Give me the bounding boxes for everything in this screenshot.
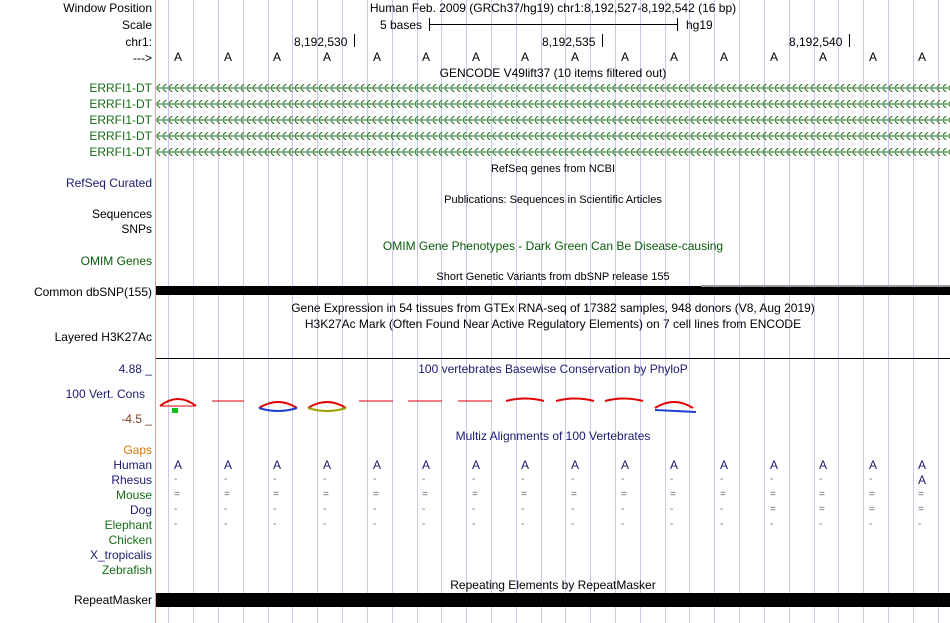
alignment-char: A: [869, 458, 878, 472]
coord-tick-mark-1: [354, 34, 355, 47]
alignment-char: -: [224, 519, 228, 530]
alignment-char: -: [273, 504, 277, 515]
alignment-char: A: [918, 458, 927, 472]
strand-arrow-label: --->: [133, 51, 152, 65]
dbsnp-track-label[interactable]: Common dbSNP(155): [33, 285, 152, 299]
coord-tick-mark-2: [602, 34, 603, 47]
alignment-char: =: [174, 489, 180, 500]
alignment-char: A: [521, 458, 530, 472]
coord-tick-3: 8,192,540: [789, 35, 843, 49]
base-letter: A: [869, 50, 878, 64]
coord-tick-mark-3: [849, 34, 850, 47]
base-letter: A: [521, 50, 530, 64]
alignment-char: =: [472, 489, 478, 500]
phylop-max: 4.88 _: [118, 362, 152, 376]
alignment-char: -: [621, 474, 625, 485]
base-letter: A: [422, 50, 431, 64]
alignment-char: -: [521, 519, 525, 530]
alignment-char: A: [224, 458, 233, 472]
scale-label: Scale: [121, 18, 152, 32]
alignment-char: -: [918, 519, 922, 530]
alignment-char: A: [621, 458, 630, 472]
refseq-track-label[interactable]: RefSeq Curated: [65, 176, 152, 190]
alignment-char: =: [273, 489, 279, 500]
gencode-item-label[interactable]: ERRFI1-DT: [89, 97, 152, 111]
alignment-char: =: [571, 489, 577, 500]
scale-bar-left-tick: [429, 18, 430, 31]
species-label[interactable]: Rhesus: [111, 473, 152, 487]
coord-tick-1: 8,192,530: [294, 35, 348, 49]
alignment-char: =: [918, 504, 924, 515]
alignment-char: -: [422, 519, 426, 530]
alignment-char: A: [819, 458, 828, 472]
dbsnp-feature-gray: [701, 285, 950, 287]
species-label[interactable]: Zebrafish: [101, 563, 152, 577]
gencode-transcripts[interactable]: [156, 80, 950, 160]
h3k27ac-track-title[interactable]: H3K27Ac Mark (Often Found Near Active Regulatory Elements) on 7 cell lines from ENCODE: [304, 317, 802, 331]
h3k27ac-baseline: [156, 358, 950, 359]
base-letter: A: [670, 50, 679, 64]
repeatmasker-track-label[interactable]: RepeatMasker: [73, 593, 152, 607]
base-letter: A: [770, 50, 779, 64]
base-letter: A: [918, 50, 927, 64]
alignment-char: A: [273, 458, 282, 472]
alignment-char: A: [571, 458, 580, 472]
alignment-char: -: [720, 519, 724, 530]
alignment-char: =: [819, 489, 825, 500]
species-label[interactable]: X_tropicalis: [89, 548, 152, 562]
phylop-min: -4.5 _: [121, 412, 152, 426]
chrom-label: chr1:: [125, 35, 152, 49]
species-label[interactable]: Elephant: [104, 518, 152, 532]
alignment-char: A: [422, 458, 431, 472]
base-letter: A: [472, 50, 481, 64]
alignment-char: -: [472, 474, 476, 485]
alignment-char: -: [472, 519, 476, 530]
alignment-char: -: [869, 519, 873, 530]
gencode-item-label[interactable]: ERRFI1-DT: [89, 145, 152, 159]
omim-track-label[interactable]: OMIM Genes: [80, 254, 152, 268]
base-letter: A: [273, 50, 282, 64]
alignment-char: -: [670, 504, 674, 515]
base-letter: A: [621, 50, 630, 64]
alignment-char: -: [819, 519, 823, 530]
gencode-item-label[interactable]: ERRFI1-DT: [89, 129, 152, 143]
coord-tick-2: 8,192,535: [542, 35, 596, 49]
omim-track-title[interactable]: OMIM Gene Phenotypes - Dark Green Can Be Disease-causing: [382, 239, 724, 253]
alignment-char: -: [869, 474, 873, 485]
alignment-char: =: [373, 489, 379, 500]
alignment-char: =: [521, 489, 527, 500]
alignment-char: -: [670, 519, 674, 530]
alignment-char: -: [521, 474, 525, 485]
h3k27ac-track-label[interactable]: Layered H3K27Ac: [54, 330, 152, 344]
alignment-char: A: [670, 458, 679, 472]
alignment-char: =: [621, 489, 627, 500]
alignment-char: =: [869, 489, 875, 500]
phylop-wiggle[interactable]: [156, 394, 950, 416]
alignment-char: =: [670, 489, 676, 500]
species-label[interactable]: Dog: [129, 503, 152, 517]
alignment-char: =: [918, 489, 924, 500]
alignment-char: -: [323, 504, 327, 515]
alignment-char: =: [422, 489, 428, 500]
phylop-track-label[interactable]: 100 Vert. Cons: [65, 387, 145, 401]
alignment-char: =: [323, 489, 329, 500]
alignment-char: -: [273, 519, 277, 530]
alignment-char: A: [174, 458, 183, 472]
base-letter: A: [373, 50, 382, 64]
alignment-char: -: [174, 519, 178, 530]
species-label[interactable]: Mouse: [115, 488, 152, 502]
alignment-char: -: [273, 474, 277, 485]
phylop-track-title[interactable]: 100 vertebrates Basewise Conservation by PhyloP: [418, 362, 688, 376]
assembly-position-title: Human Feb. 2009 (GRCh37/hg19) chr1:8,192,527-8,192,542 (16 bp): [369, 1, 737, 15]
alignment-char: -: [670, 474, 674, 485]
refseq-track-title[interactable]: RefSeq genes from NCBI: [490, 163, 616, 175]
alignment-char: -: [323, 519, 327, 530]
base-letter: A: [174, 50, 183, 64]
publications-track-title[interactable]: Publications: Sequences in Scientific Articles: [444, 194, 662, 206]
scale-bar: [430, 24, 678, 25]
gencode-item-label[interactable]: ERRFI1-DT: [89, 81, 152, 95]
alignment-char: -: [571, 474, 575, 485]
base-letter: A: [720, 50, 729, 64]
repeatmasker-feature-bar[interactable]: [156, 593, 950, 607]
alignment-char: -: [621, 504, 625, 515]
species-label[interactable]: Chicken: [108, 533, 152, 547]
alignment-char: =: [770, 504, 776, 515]
base-letter: A: [224, 50, 233, 64]
alignment-char: =: [720, 489, 726, 500]
species-label[interactable]: Human: [113, 458, 152, 472]
gtex-track-title[interactable]: Gene Expression in 54 tissues from GTEx RNA-seq of 17382 samples, 948 donors (V8, Aug 2019): [291, 301, 815, 315]
alignment-char: -: [373, 519, 377, 530]
alignment-char: A: [472, 458, 481, 472]
alignment-char: A: [918, 473, 927, 487]
alignment-char: -: [224, 474, 228, 485]
alignment-char: A: [373, 458, 382, 472]
alignment-char: -: [571, 504, 575, 515]
base-letter: A: [571, 50, 580, 64]
gaps-label[interactable]: Gaps: [123, 443, 152, 457]
alignment-char: -: [174, 474, 178, 485]
scale-db: hg19: [686, 18, 713, 32]
alignment-char: A: [323, 458, 332, 472]
alignment-char: =: [224, 489, 230, 500]
alignment-char: =: [819, 504, 825, 515]
sequences-track-label[interactable]: Sequences: [91, 207, 152, 221]
alignment-char: A: [720, 458, 729, 472]
base-letter: A: [323, 50, 332, 64]
alignment-char: -: [819, 474, 823, 485]
alignment-char: -: [720, 504, 724, 515]
alignment-char: -: [224, 504, 228, 515]
alignment-char: -: [720, 474, 724, 485]
base-sequence-row: [156, 50, 950, 64]
alignment-char: -: [174, 504, 178, 515]
alignment-char: -: [521, 504, 525, 515]
gencode-track-title[interactable]: GENCODE V49lift37 (10 items filtered out): [439, 66, 667, 80]
alignment-char: -: [373, 474, 377, 485]
alignment-char: =: [869, 504, 875, 515]
scale-bar-right-tick: [677, 18, 678, 31]
alignment-char: -: [422, 504, 426, 515]
alignment-char: -: [472, 504, 476, 515]
alignment-char: -: [770, 474, 774, 485]
snps-track-label[interactable]: SNPs: [121, 222, 152, 236]
base-letter: A: [819, 50, 828, 64]
alignment-char: A: [770, 458, 779, 472]
alignment-char: -: [323, 474, 327, 485]
gencode-item-label[interactable]: ERRFI1-DT: [89, 113, 152, 127]
scale-text: 5 bases: [380, 18, 423, 32]
alignment-char: =: [770, 489, 776, 500]
multiz-track-title[interactable]: Multiz Alignments of 100 Vertebrates: [455, 429, 651, 443]
window-position-label: Window Position: [63, 1, 152, 15]
alignment-char: -: [373, 504, 377, 515]
alignment-char: -: [571, 519, 575, 530]
dbsnp-feature-bar[interactable]: [156, 286, 950, 295]
alignment-char: -: [422, 474, 426, 485]
repeatmasker-track-title[interactable]: Repeating Elements by RepeatMasker: [450, 578, 656, 592]
alignment-char: -: [770, 519, 774, 530]
alignment-char: -: [621, 519, 625, 530]
dbsnp-track-title[interactable]: Short Genetic Variants from dbSNP release 155: [436, 271, 670, 283]
